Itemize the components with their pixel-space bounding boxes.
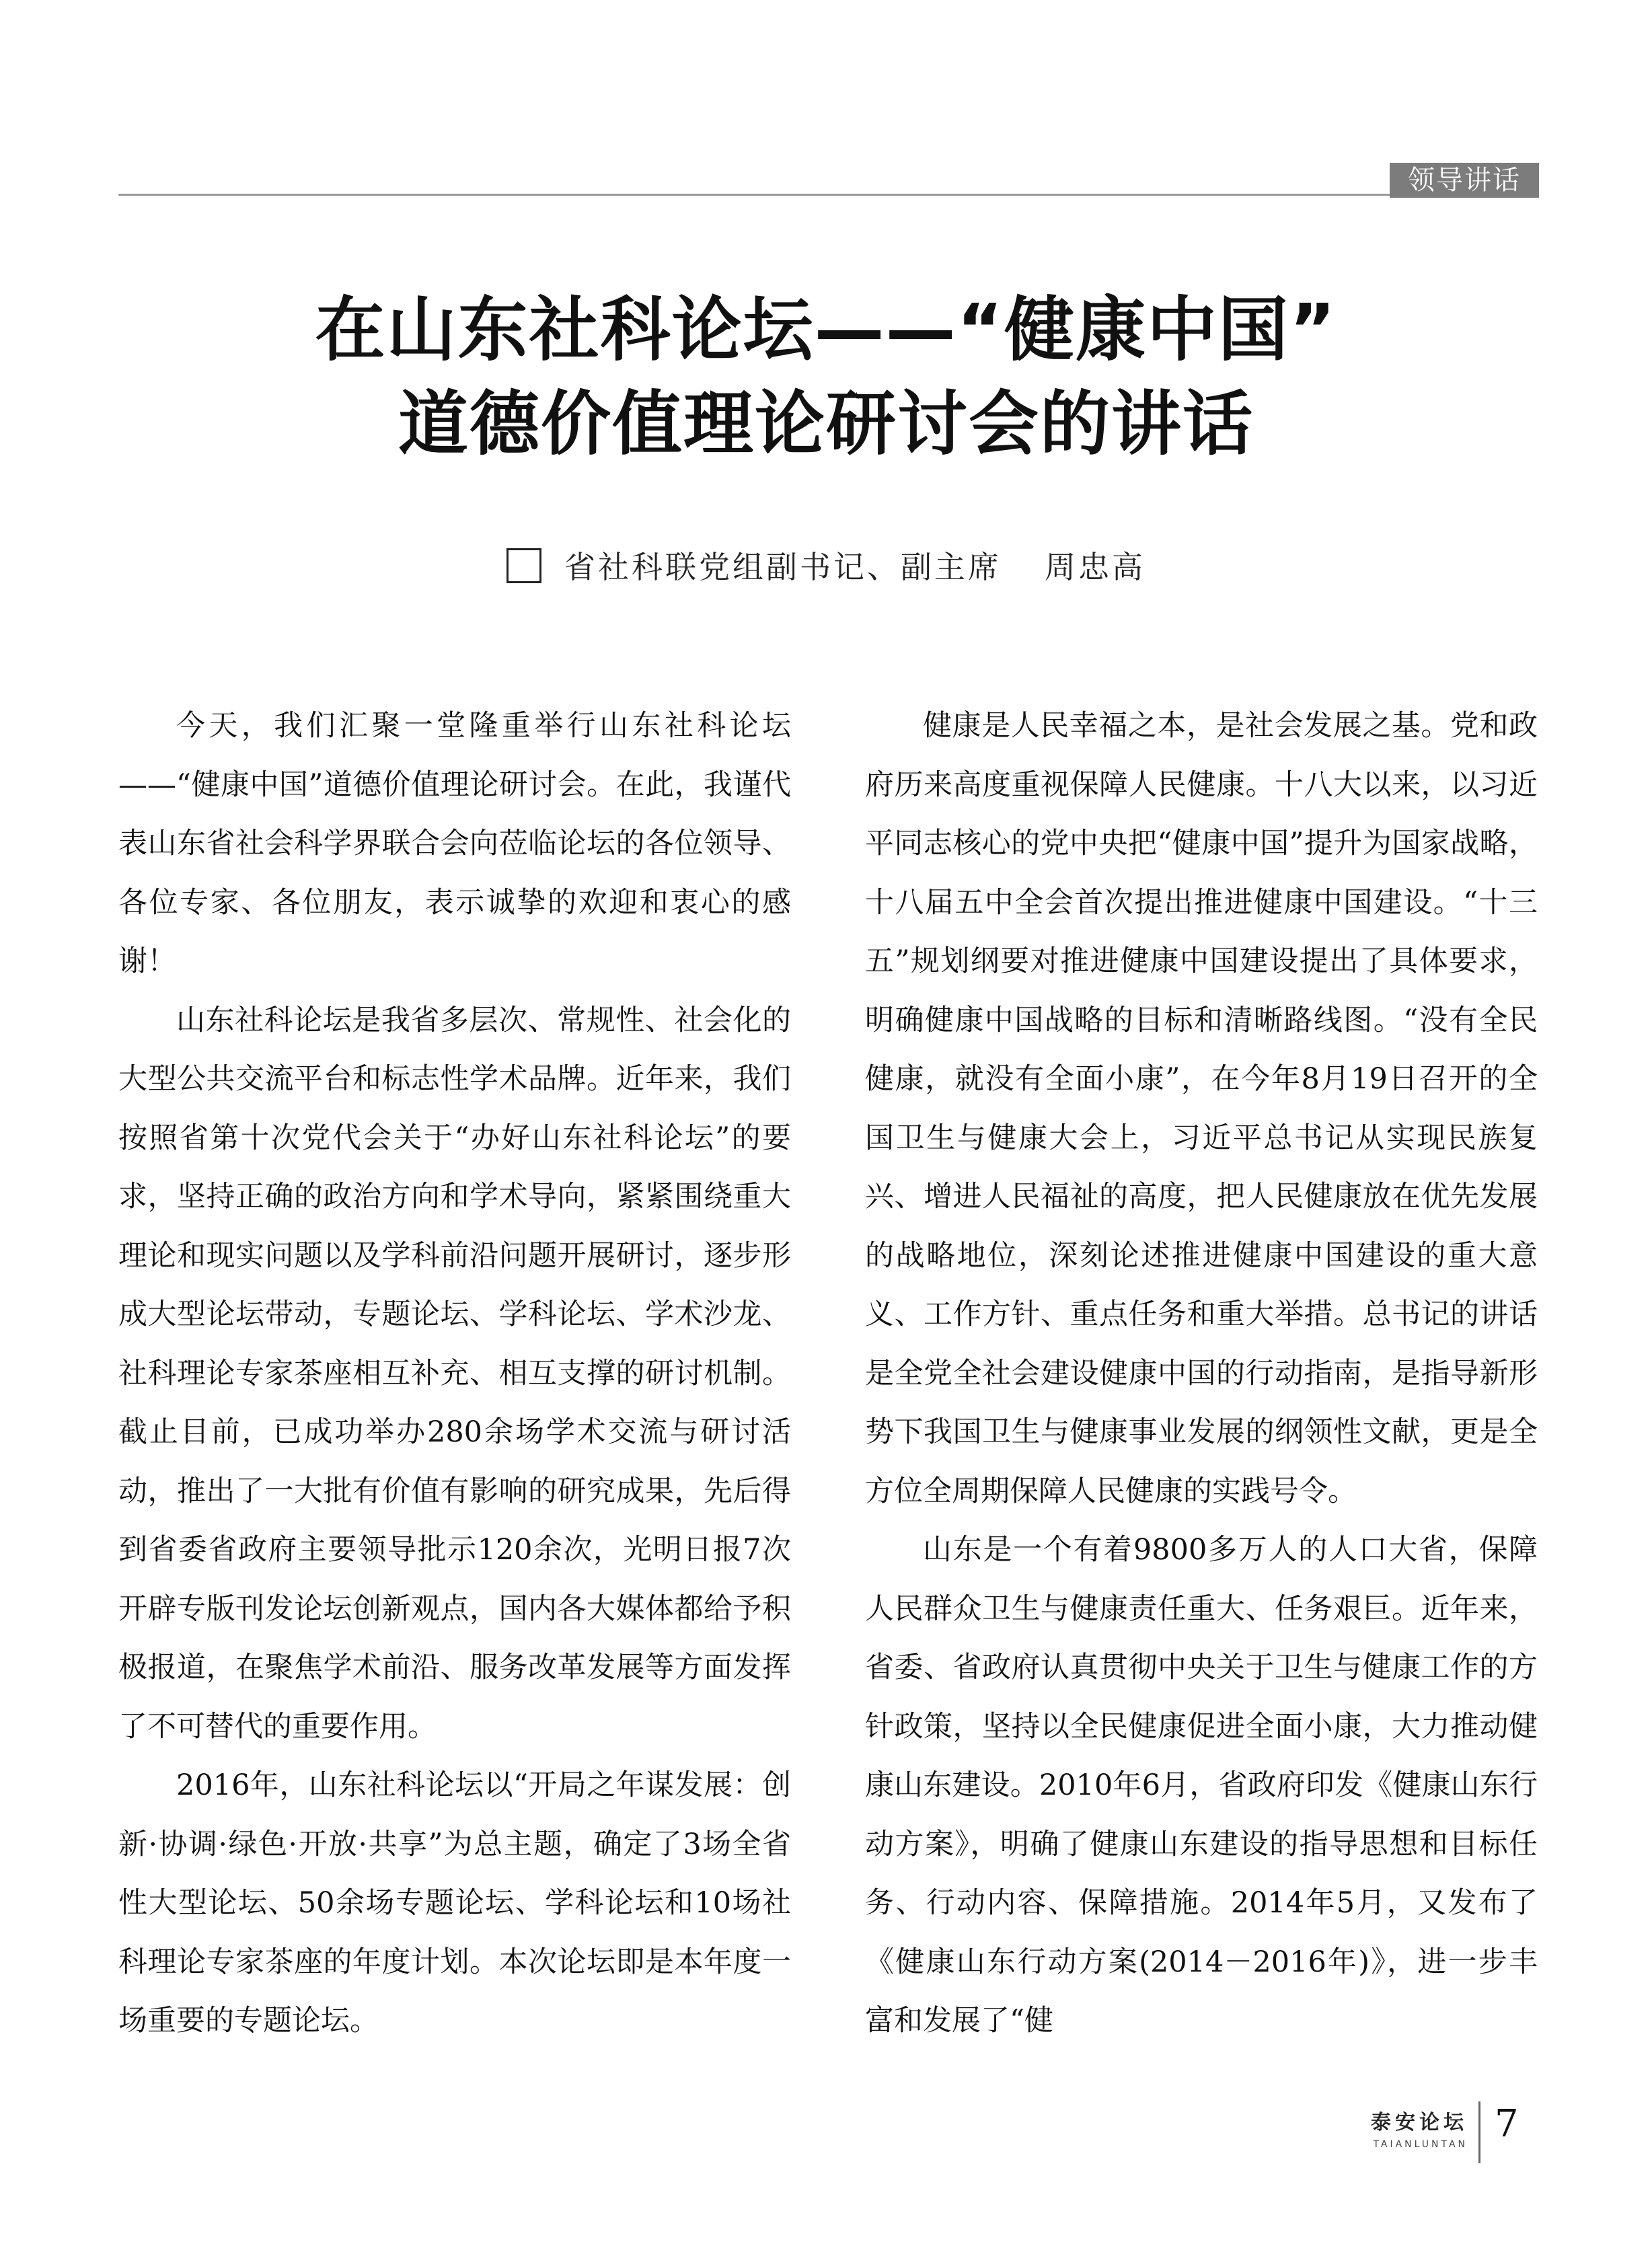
title-line-2: 道德价值理论研讨会的讲话 bbox=[398, 383, 1254, 465]
author-role: 省社科联党组副书记、副主席 bbox=[564, 549, 1002, 585]
journal-title: 泰安论坛 bbox=[1371, 2111, 1468, 2134]
byline-box-icon bbox=[506, 548, 541, 583]
author-name: 周忠高 bbox=[1045, 549, 1146, 585]
right-column bbox=[865, 697, 1538, 2051]
paragraph: 今天，我们汇聚一堂隆重举行山东社科论坛——“健康中国”道德价值理论研讨会。在此，我谨代表山东省社会科学界联合会向莅临论坛的各位领导、各位专家、各位朋友，表示诚挚的欢迎和衷心的感谢！ bbox=[118, 709, 791, 978]
paragraph: 健康是人民幸福之本，是社会发展之基。党和政府历来高度重视保障人民健康。十八大以来，以习近平同志核心的党中央把“健康中国”提升为国家战略，十八届五中全会首次提出推进健康中国建设。“十三五”规划纲要对推进健康中国建设提出了具体要求，明确健康中国战略的目标和清晰路线图。“没有全民健康，就没有全面小康”，在今年8月19日召开的全国卫生与健康大会上，习近平总书记从实现民族复兴、增进人民福祉的高度，把人民健康放在优先发展的战略地位，深刻论述推进健康中国建设的重大意义、工作方针、重点任务和重大举措。总书记的讲话是全党全社会建设健康中国的行动指南，是指导新形势下我国卫生与健康事业发展的纲领性文献，更是全方位全周期保障人民健康的实践号令。 bbox=[865, 709, 1538, 1508]
article-title bbox=[0, 283, 1652, 471]
header-rule bbox=[118, 194, 1437, 196]
journal-pinyin: TAIANLUNTAN bbox=[1373, 2139, 1468, 2150]
paragraph: 2016年，山东社科论坛以“开局之年谋发展：创新·协调·绿色·开放·共享”为总主题，确定了3场全省性大型论坛、50余场专题论坛、学科论坛和10场社科理论专家茶座的年度计划。本次论坛即是本年度一场重要的专题论坛。 bbox=[118, 1768, 791, 2038]
journal-brand bbox=[1306, 2109, 1468, 2153]
title-line-1: 在山东社科论坛——“健康中国” bbox=[315, 289, 1337, 371]
author-byline bbox=[0, 544, 1652, 591]
page-number: 7 bbox=[1495, 2102, 1519, 2146]
paragraph: 山东是一个有着9800多万人的人口大省，保障人民群众卫生与健康责任重大、任务艰巨。近年来，省委、省政府认真贯彻中央关于卫生与健康工作的方针政策，坚持以全民健康促进全面小康，大力推动健康山东建设。2010年6月，省政府印发《健康山东行动方案》，明确了健康山东建设的指导思想和目标任务、行动内容、保障措施。2014年5月，又发布了《健康山东行动方案(2014－2016年)》，进一步丰富和发展了“健 bbox=[865, 1533, 1538, 2038]
paragraph: 山东社科论坛是我省多层次、常规性、社会化的大型公共交流平台和标志性学术品牌。近年来，我们按照省第十次党代会关于“办好山东社科论坛”的要求，坚持正确的政治方向和学术导向，紧紧围绕重大理论和现实问题以及学科前沿问题开展研讨，逐步形成大型论坛带动，专题论坛、学科论坛、学术沙龙、社科理论专家茶座相互补充、相互支撑的研讨机制。截止目前，已成功举办280余场学术交流与研讨活动，推出了一大批有价值有影响的研究成果，先后得到省委省政府主要领导批示120余次，光明日报7次开辟专版刊发论坛创新观点，国内各大媒体都给予积极报道，在聚焦学术前沿、服务改革发展等方面发挥了不可替代的重要作用。 bbox=[118, 1003, 791, 1744]
footer-divider bbox=[1478, 2101, 1480, 2163]
section-label: 领导讲话 bbox=[1390, 163, 1539, 198]
left-column bbox=[118, 697, 791, 2051]
